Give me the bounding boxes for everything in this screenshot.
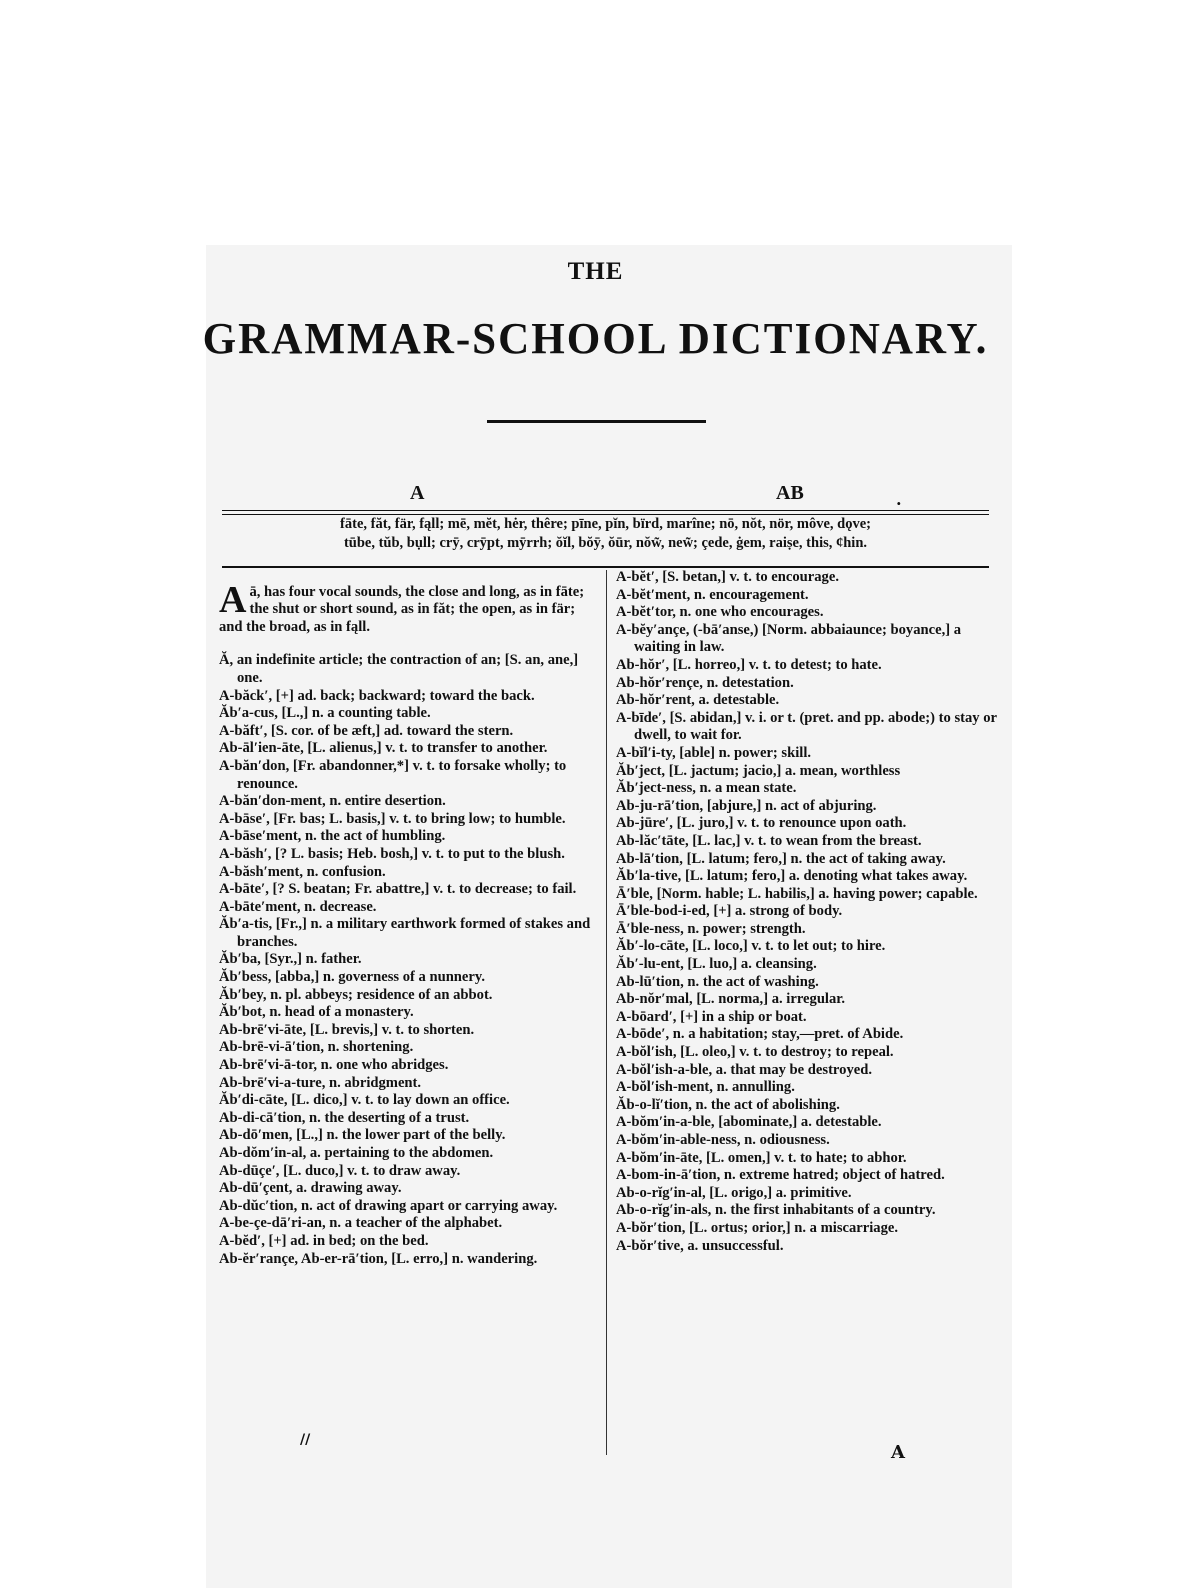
dictionary-entry: Ab-ju-rā′tion, [abjure,] n. act of abjuring. [616, 797, 877, 814]
dictionary-entry: Ă, an indefinite article; the contraction of an; [S. an, ane,] one. [219, 652, 579, 686]
dictionary-entry: A-bŏr′tion, [L. ortus; orior,] n. a miscarriage. [616, 1219, 899, 1236]
head-mark: . [896, 490, 902, 509]
dictionary-entry: Ab-dō′men, [L.,] n. the lower part of the belly. [219, 1127, 506, 1144]
dictionary-entry: A-bōde′, n. a habitation; stay,—pret. of Abide. [616, 1026, 904, 1043]
dictionary-entry: Ab-āl′ien-āte, [L. alienus,] v. t. to transfer to another. [219, 740, 548, 757]
dictionary-entry: Ā′ble-ness, n. power; strength. [616, 920, 806, 937]
dictionary-entry: Ab-dŭc′tion, n. act of drawing apart or carrying away. [219, 1197, 558, 1214]
dictionary-entry: Ā′ble, [Norm. hable; L. habilis,] a. having power; capable. [616, 885, 978, 902]
key-line-2: tūbe, tŭb, bụll; crȳ, crȳpt, mȳrrh; ŏĭl, bŏȳ, ŏūr, nŏw̃, new̃; çede, ġem, raiṣe, this, ¢hin. [343, 535, 868, 551]
dictionary-entry: A-băck′, [+] ad. back; backward; toward the back. [219, 687, 535, 704]
title-rule [487, 420, 706, 423]
dictionary-entry: Ăb′di-cāte, [L. dico,] v. t. to lay down an office. [219, 1092, 510, 1109]
dictionary-entry: Ab-lā′tion, [L. latum; fero,] n. the act of taking away. [616, 850, 946, 867]
dictionary-entry: Ab-dū′çent, a. drawing away. [219, 1180, 402, 1197]
dictionary-entry: A-bĕt′tor, n. one who encourages. [616, 604, 824, 621]
first-entry-text: ā, has four vocal sounds, the close and long, as in fāte; the shut or short sound, as in făt; the open, as in fär; and the broad, as in fąll. [219, 583, 585, 635]
dictionary-entry: A-bĕd′, [+] ad. in bed; on the bed. [219, 1232, 429, 1249]
dictionary-entry: Ab-hŏr′rent, a. detestable. [616, 692, 780, 709]
dictionary-entry: A-bāse′, [Fr. bas; L. basis,] v. t. to bring low; to humble. [219, 810, 566, 827]
key-rule-bottom [222, 566, 989, 568]
dictionary-entry: Ab-brē′vi-a-ture, n. abridgment. [219, 1074, 422, 1091]
dictionary-entry: A-bŏl′ish, [L. oleo,] v. t. to destroy; to repeal. [616, 1044, 894, 1061]
dictionary-entry: A-bāse′ment, n. the act of humbling. [219, 828, 446, 845]
first-entry [219, 578, 599, 637]
dictionary-entry: Ab-brē′vi-ā-tor, n. one who abridges. [219, 1057, 449, 1074]
dictionary-entry: Ăb′la-tive, [L. latum; fero,] a. denoting what takes away. [616, 868, 968, 885]
dictionary-entry: Ab-di-cā′tion, n. the deserting of a trust. [219, 1109, 470, 1126]
dropcap: A [219, 578, 247, 621]
dictionary-entry: Ab-dūçe′, [L. duco,] v. t. to draw away. [219, 1162, 461, 1179]
dictionary-entry: A-bĭl′i-ty, [able] n. power; skill. [616, 744, 812, 761]
dictionary-entry: Ăb′-lu-ent, [L. luo,] a. cleansing. [616, 956, 817, 973]
dictionary-entry: A-băsh′, [? L. basis; Heb. bosh,] v. t. to put to the blush. [219, 845, 565, 862]
margin-mark: // [300, 1432, 311, 1448]
dictionary-entry: Ab-nŏr′mal, [L. norma,] a. irregular. [616, 991, 846, 1008]
dictionary-entry: A-be-çe-dā′ri-an, n. a teacher of the alphabet. [219, 1215, 503, 1232]
catchword: A [891, 1442, 905, 1463]
dictionary-entry: Ab-brē′vi-āte, [L. brevis,] v. t. to shorten. [219, 1021, 475, 1038]
dictionary-entry: Ăb-o-lĭ′tion, n. the act of abolishing. [616, 1096, 840, 1113]
dictionary-entry: A-bŏl′ish-ment, n. annulling. [616, 1079, 795, 1096]
dictionary-entry: A-bom-in-ā′tion, n. extreme hatred; object of hatred. [616, 1167, 945, 1184]
column-divider [606, 570, 607, 1455]
right-column [616, 569, 998, 1255]
dictionary-entry: A-bĕt′, [S. betan,] v. t. to encourage. [616, 569, 839, 585]
key-line-1: fāte, făt, fär, fąll; mē, mĕt, hėr, thêre; pīne, pĭn, bïrd, marîne; nō, nŏt, nör, môve, dǫve; [340, 516, 871, 532]
dictionary-entry: A-băn′don-ment, n. entire desertion. [219, 793, 446, 810]
dictionary-entry: Ab-hŏr′, [L. horreo,] v. t. to detest; to hate. [616, 656, 882, 673]
dictionary-entry: A-bŏr′tive, a. unsuccessful. [616, 1237, 784, 1254]
dictionary-entry: Ab-o-rĭg′in-al, [L. origo,] a. primitive. [616, 1184, 852, 1201]
key-rule-top [222, 510, 989, 511]
dictionary-entry: Ab-lăc′tāte, [L. lac,] v. t. to wean from the breast. [616, 832, 922, 849]
dictionary-entry: Ăb′bey, n. pl. abbeys; residence of an abbot. [219, 986, 493, 1003]
dictionary-entry: A-bŏl′ish-a-ble, a. that may be destroyed. [616, 1061, 872, 1078]
dictionary-entry: A-bĕy′ançe, (-bā′anse,) [Norm. abbaiaunce; boyance,] a waiting in law. [616, 621, 962, 656]
dictionary-entry: Ăb′bess, [abba,] n. governess of a nunnery. [219, 969, 486, 986]
dictionary-entry: A-băft′, [S. cor. of be æft,] ad. toward the stern. [219, 722, 514, 739]
dictionary-entry: Ab-hŏr′rençe, n. detestation. [616, 674, 794, 691]
column-head-left: A [410, 482, 425, 504]
dictionary-entry: A-bŏm′in-able-ness, n. odiousness. [616, 1132, 830, 1148]
dictionary-entry: A-bĕt′ment, n. encouragement. [616, 586, 809, 603]
title-the: THE [567, 258, 624, 285]
dictionary-entry: A-băn′don, [Fr. abandonner,*] v. t. to forsake wholly; to renounce. [219, 757, 567, 792]
dictionary-entry: A-bīde′, [S. abidan,] v. i. or t. (pret. and pp. abode;) to stay or dwell, to wait for. [616, 709, 997, 744]
dictionary-entry: Ab-o-rĭg′in-als, n. the first inhabitants of a country. [616, 1202, 936, 1219]
dictionary-entry: A-bŏm′in-a-ble, [abominate,] a. detestable. [616, 1114, 882, 1131]
dictionary-entry: Ab-ĕr′rançe, Ab-er-rā′tion, [L. erro,] n. wandering. [219, 1250, 538, 1267]
dictionary-entry: A-băsh′ment, n. confusion. [219, 863, 386, 880]
dictionary-entry: Ăb′ject-ness, n. a mean state. [616, 780, 797, 797]
dictionary-entry: A-bŏm′in-āte, [L. omen,] v. t. to hate; to abhor. [616, 1149, 907, 1166]
pronunciation-key [222, 515, 989, 553]
dictionary-entry: Ab-jūre′, [L. juro,] v. t. to renounce upon oath. [616, 815, 907, 832]
right-entries [616, 569, 998, 1255]
dictionary-entry: Ăb′ba, [Syr.,] n. father. [219, 951, 362, 968]
dictionary-entry: Ăb′-lo-cāte, [L. loco,] v. t. to let out; to hire. [616, 938, 886, 955]
dictionary-entry: Ab-dŏm′in-al, a. pertaining to the abdomen. [219, 1145, 494, 1161]
page-title: GRAMMAR-SCHOOL DICTIONARY. [202, 314, 989, 363]
dictionary-entry: A-bāte′ment, n. decrease. [219, 898, 377, 915]
left-entries [219, 652, 599, 1268]
dictionary-entry: Ăb′a-cus, [L.,] n. a counting table. [219, 705, 431, 722]
dictionary-entry: A-bōard′, [+] in a ship or boat. [616, 1008, 807, 1025]
dictionary-entry: Ăb′bot, n. head of a monastery. [219, 1004, 414, 1021]
column-head-right: AB [776, 482, 804, 504]
dictionary-entry: A-bāte′, [? S. beatan; Fr. abattre,] v. t. to decrease; to fail. [219, 881, 577, 898]
dictionary-entry: Ab-lū′tion, n. the act of washing. [616, 973, 819, 990]
dictionary-entry: Ab-brē-vi-ā′tion, n. shortening. [219, 1039, 414, 1056]
dictionary-entry: Ā′ble-bod-i-ed, [+] a. strong of body. [616, 903, 843, 920]
left-column [219, 569, 599, 1268]
dictionary-entry: Ăb′a-tis, [Fr.,] n. a military earthwork formed of stakes and branches. [219, 916, 591, 950]
dictionary-entry: Ăb′ject, [L. jactum; jacio,] a. mean, worthless [616, 762, 901, 779]
